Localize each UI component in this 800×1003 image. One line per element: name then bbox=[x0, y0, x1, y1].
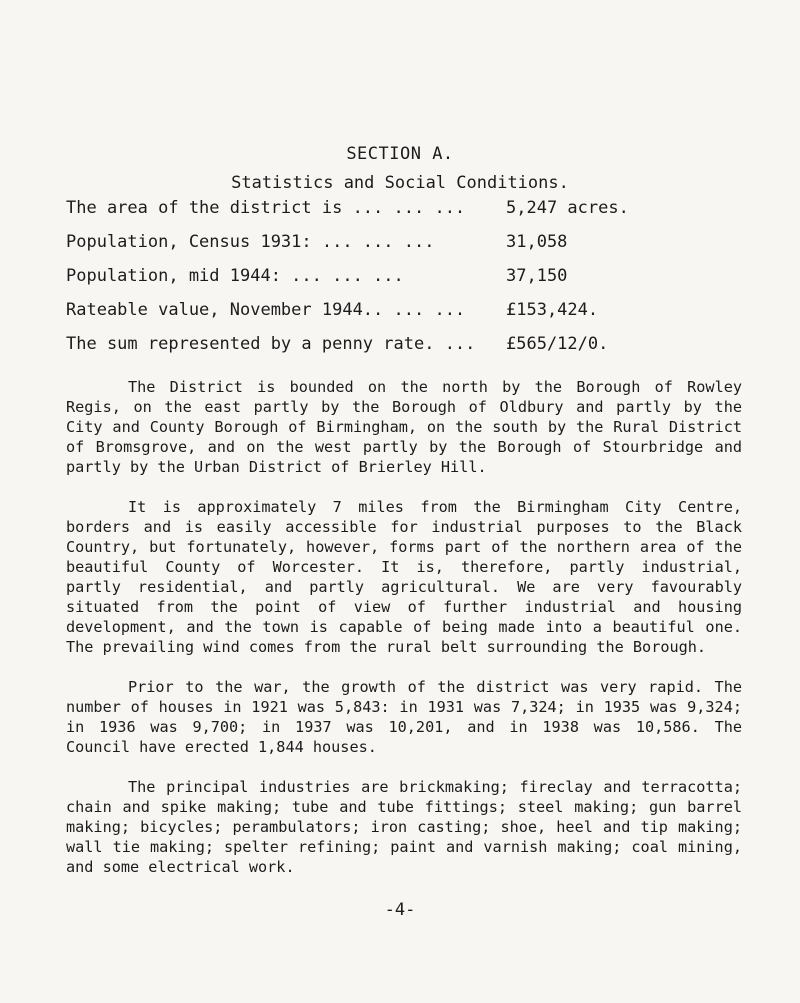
stat-value: £565/12/0. bbox=[506, 334, 609, 354]
stat-value: £153,424. bbox=[506, 300, 599, 320]
page-number: -4- bbox=[384, 900, 416, 920]
paragraph-housing-growth: Prior to the war, the growth of the district was very rapid. The number of houses in 1921 was 5,843: in 1931 was 7,324; in 1935 was 9,324; in 1936 was 9,700; in 1937 was 10,201, and in 1938 was 10,586. The Council have erected 1,844 houses. bbox=[66, 678, 742, 756]
paragraph-industries: The principal industries are brickmaking; fireclay and terracotta; chain and spike making; tube and tube fittings; steel making; gun barrel making; bicycles; perambulators; iron casting; shoe, heel and tip making; wall tie making; spelter refining; paint and varnish making; coal mining, and some electrical work. bbox=[66, 778, 742, 876]
stat-label: Population, mid 1944: ... ... ... bbox=[66, 266, 404, 286]
stat-label: The sum represented by a penny rate. ... bbox=[66, 334, 476, 354]
stat-value: 31,058 bbox=[506, 232, 568, 252]
stat-row-area bbox=[66, 198, 746, 232]
stat-label: Population, Census 1931: ... ... ... bbox=[66, 232, 435, 252]
paragraph-location: It is approximately 7 miles from the Birmingham City Centre, borders and is easily accessible for industrial purposes to the Black Country, but fortunately, however, forms part of the northern area of the beautiful County of Worcester. It is, therefore, partly industrial, partly residential, and partly agricultural. We are very favourably situated from the point of view of further industrial and housing development, and the town is capable of being made into a beautiful one. The prevailing wind comes from the rural belt surrounding the Borough. bbox=[66, 498, 742, 656]
stat-row-rateable-value bbox=[66, 300, 746, 334]
paragraph-boundaries: The District is bounded on the north by the Borough of Rowley Regis, on the east partly by the Borough of Oldbury and partly by the City and County Borough of Birmingham, on the south by the Rural District of Bromsgrove, and on the west partly by the Borough of Stourbridge and partly by the Urban District of Brierley Hill. bbox=[66, 378, 742, 476]
stat-row-penny-rate bbox=[66, 334, 746, 368]
stat-label: The area of the district is ... ... ... bbox=[66, 198, 466, 218]
body-text bbox=[66, 377, 742, 897]
page-subtitle: Statistics and Social Conditions. bbox=[231, 173, 569, 193]
stat-label: Rateable value, November 1944.. ... ... bbox=[66, 300, 466, 320]
stat-value: 5,247 acres. bbox=[506, 198, 629, 218]
stat-value: 37,150 bbox=[506, 266, 568, 286]
statistics-list bbox=[66, 198, 746, 368]
stat-row-census bbox=[66, 232, 746, 266]
stat-row-population bbox=[66, 266, 746, 300]
section-title: SECTION A. bbox=[346, 144, 454, 164]
